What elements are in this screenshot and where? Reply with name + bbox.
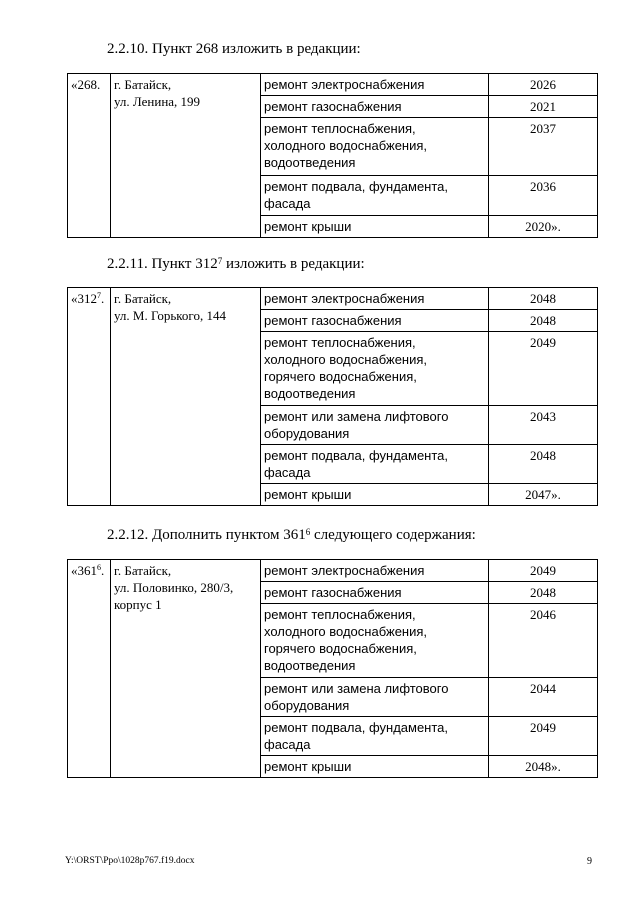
work-line: ремонт газоснабжения xyxy=(264,313,402,328)
work-cell xyxy=(261,216,489,238)
item-superscript: 7 xyxy=(97,291,101,300)
work-cell xyxy=(261,445,489,484)
table-row xyxy=(68,560,598,582)
heading-text: 2.2.11. Пункт 312 xyxy=(107,256,218,272)
work-line: горячего водоснабжения, xyxy=(264,369,417,384)
item-number: «268. xyxy=(68,74,111,238)
work-cell xyxy=(261,332,489,406)
address-line: ул. М. Горького, 144 xyxy=(114,308,226,323)
heading-superscript: 7 xyxy=(217,256,223,266)
address-line: г. Батайск, xyxy=(114,563,172,578)
footer-file-path: Y:\ORST\Ppo\1028p767.f19.docx xyxy=(65,856,195,866)
work-line: фасада xyxy=(264,465,311,480)
year-cell: 2020». xyxy=(489,216,598,238)
year-cell: 2021 xyxy=(489,96,598,118)
year-cell: 2047». xyxy=(489,484,598,506)
heading-text: 2.2.12. Дополнить пунктом 361 xyxy=(107,527,306,543)
work-line: горячего водоснабжения, xyxy=(264,641,417,656)
year-cell: 2048». xyxy=(489,756,598,778)
section-heading: 2.2.10. Пункт 268 изложить в редакции: xyxy=(107,41,361,57)
work-line: водоотведения xyxy=(264,155,356,170)
page-number: 9 xyxy=(587,856,592,867)
work-line: ремонт теплоснабжения, xyxy=(264,335,416,350)
year-cell: 2048 xyxy=(489,310,598,332)
work-cell xyxy=(261,484,489,506)
work-line: оборудования xyxy=(264,698,350,713)
address-line: корпус 1 xyxy=(114,597,162,612)
address-line: ул. Половинко, 280/3, xyxy=(114,580,234,595)
work-line: водоотведения xyxy=(264,386,356,401)
year-cell: 2037 xyxy=(489,118,598,176)
year-cell: 2043 xyxy=(489,406,598,445)
table-row xyxy=(68,74,598,96)
work-line: водоотведения xyxy=(264,658,356,673)
repair-table xyxy=(67,287,598,506)
work-line: ремонт крыши xyxy=(264,219,352,234)
work-cell xyxy=(261,560,489,582)
item-number-text: «361 xyxy=(71,563,97,578)
item-number-text: «312 xyxy=(71,291,97,306)
work-cell xyxy=(261,582,489,604)
work-line: ремонт электроснабжения xyxy=(264,563,425,578)
work-line: ремонт теплоснабжения, xyxy=(264,121,416,136)
work-line: фасада xyxy=(264,737,311,752)
work-line: холодного водоснабжения, xyxy=(264,352,428,367)
work-line: ремонт крыши xyxy=(264,759,352,774)
heading-text: изложить в редакции: xyxy=(222,256,365,272)
work-line: ремонт крыши xyxy=(264,487,352,502)
item-number xyxy=(68,560,111,778)
work-cell xyxy=(261,604,489,678)
year-cell: 2048 xyxy=(489,288,598,310)
work-cell xyxy=(261,756,489,778)
year-cell: 2049 xyxy=(489,560,598,582)
repair-table xyxy=(67,559,598,778)
year-cell: 2048 xyxy=(489,582,598,604)
work-line: ремонт теплоснабжения, xyxy=(264,607,416,622)
work-line: ремонт электроснабжения xyxy=(264,77,425,92)
year-cell: 2036 xyxy=(489,176,598,216)
work-line: ремонт газоснабжения xyxy=(264,99,402,114)
work-line: холодного водоснабжения, xyxy=(264,138,428,153)
work-cell xyxy=(261,678,489,717)
table-row xyxy=(68,288,598,310)
work-line: ремонт подвала, фундамента, xyxy=(264,179,449,194)
address-line: ул. Ленина, 199 xyxy=(114,94,201,109)
address-cell xyxy=(111,560,261,778)
year-cell: 2044 xyxy=(489,678,598,717)
section-heading xyxy=(107,526,476,544)
work-cell xyxy=(261,288,489,310)
item-number-text: . xyxy=(101,563,105,578)
work-line: оборудования xyxy=(264,426,350,441)
work-line: ремонт газоснабжения xyxy=(264,585,402,600)
work-line: фасада xyxy=(264,196,311,211)
year-cell: 2046 xyxy=(489,604,598,678)
repair-table xyxy=(67,73,598,238)
work-cell xyxy=(261,176,489,216)
address-cell xyxy=(111,74,261,238)
work-cell xyxy=(261,717,489,756)
heading-superscript: 6 xyxy=(305,527,311,537)
work-line: ремонт подвала, фундамента, xyxy=(264,448,449,463)
work-line: ремонт подвала, фундамента, xyxy=(264,720,449,735)
address-line: г. Батайск, xyxy=(114,77,172,92)
item-number xyxy=(68,288,111,506)
item-number-text: . xyxy=(101,291,105,306)
heading-text: следующего содержания: xyxy=(310,527,476,543)
work-cell xyxy=(261,96,489,118)
address-line: г. Батайск, xyxy=(114,291,172,306)
item-superscript: 6 xyxy=(97,563,101,572)
work-line: ремонт электроснабжения xyxy=(264,291,425,306)
work-cell xyxy=(261,310,489,332)
work-cell xyxy=(261,406,489,445)
address-cell xyxy=(111,288,261,506)
work-line: холодного водоснабжения, xyxy=(264,624,428,639)
year-cell: 2048 xyxy=(489,445,598,484)
work-cell xyxy=(261,74,489,96)
year-cell: 2049 xyxy=(489,717,598,756)
work-line: ремонт или замена лифтового xyxy=(264,409,449,424)
year-cell: 2049 xyxy=(489,332,598,406)
work-line: ремонт или замена лифтового xyxy=(264,681,449,696)
section-heading xyxy=(107,255,365,273)
work-cell xyxy=(261,118,489,176)
year-cell: 2026 xyxy=(489,74,598,96)
